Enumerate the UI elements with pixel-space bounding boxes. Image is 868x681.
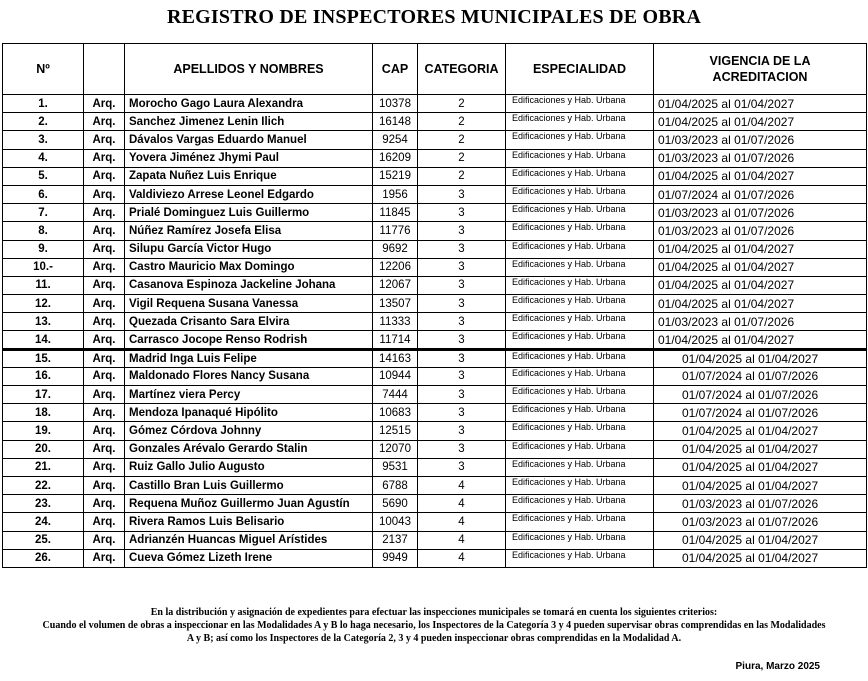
cell-vig: 01/03/2023 al 01/07/2026 (654, 222, 867, 240)
cell-vig: 01/04/2025 al 01/04/2027 (654, 549, 867, 567)
table-row (3, 495, 867, 513)
cell-vig: 01/04/2025 al 01/04/2027 (654, 95, 867, 113)
cell-cat: 3 (418, 313, 506, 331)
cell-num: 3. (3, 131, 84, 149)
cell-name: Requena Muñoz Guillermo Juan Agustín (125, 495, 373, 513)
cell-name: Sanchez Jimenez Lenin Ilich (125, 113, 373, 131)
cell-num: 21. (3, 458, 84, 476)
cell-num: 8. (3, 222, 84, 240)
table-row (3, 149, 867, 167)
table-row (3, 276, 867, 294)
cell-num: 26. (3, 549, 84, 567)
cell-tit: Arq. (84, 367, 125, 385)
cell-name: Casanova Espinoza Jackeline Johana (125, 276, 373, 294)
cell-cap: 9531 (373, 458, 418, 476)
header-cat: CATEGORIA (418, 44, 506, 95)
cell-cat: 3 (418, 440, 506, 458)
cell-tit: Arq. (84, 240, 125, 258)
cell-cap: 7444 (373, 386, 418, 404)
cell-esp: Edificaciones y Hab. Urbana (506, 531, 654, 549)
cell-cat: 3 (418, 349, 506, 367)
cell-name: Martínez viera Percy (125, 386, 373, 404)
cell-cap: 10944 (373, 367, 418, 385)
cell-num: 22. (3, 476, 84, 494)
cell-cap: 9949 (373, 549, 418, 567)
cell-tit: Arq. (84, 531, 125, 549)
cell-vig: 01/04/2025 al 01/04/2027 (654, 440, 867, 458)
cell-cat: 4 (418, 513, 506, 531)
cell-tit: Arq. (84, 149, 125, 167)
cell-cap: 10043 (373, 513, 418, 531)
cell-cap: 9254 (373, 131, 418, 149)
cell-vig: 01/07/2024 al 01/07/2026 (654, 404, 867, 422)
header-esp: ESPECIALIDAD (506, 44, 654, 95)
cell-num: 23. (3, 495, 84, 513)
cell-tit: Arq. (84, 476, 125, 494)
cell-esp: Edificaciones y Hab. Urbana (506, 222, 654, 240)
cell-tit: Arq. (84, 458, 125, 476)
cell-cap: 9692 (373, 240, 418, 258)
cell-vig: 01/04/2025 al 01/04/2027 (654, 113, 867, 131)
cell-cap: 12206 (373, 258, 418, 276)
cell-cat: 3 (418, 367, 506, 385)
cell-name: Zapata Nuñez Luis Enrique (125, 167, 373, 185)
cell-num: 25. (3, 531, 84, 549)
cell-cap: 16209 (373, 149, 418, 167)
cell-vig: 01/04/2025 al 01/04/2027 (654, 258, 867, 276)
header-cap: CAP (373, 44, 418, 95)
cell-name: Mendoza Ipanaqué Hipólito (125, 404, 373, 422)
cell-num: 6. (3, 185, 84, 203)
table-row (3, 476, 867, 494)
cell-esp: Edificaciones y Hab. Urbana (506, 167, 654, 185)
cell-name: Morocho Gago Laura Alexandra (125, 95, 373, 113)
cell-tit: Arq. (84, 549, 125, 567)
footer-note-3: A y B; así como los Inspectores de la Categoría 2, 3 y 4 pueden inspeccionar obras comprendidas en la Modalidad A. (186, 633, 682, 644)
cell-esp: Edificaciones y Hab. Urbana (506, 495, 654, 513)
cell-tit: Arq. (84, 295, 125, 313)
cell-vig: 01/03/2023 al 01/07/2026 (654, 513, 867, 531)
cell-cat: 3 (418, 422, 506, 440)
cell-esp: Edificaciones y Hab. Urbana (506, 549, 654, 567)
cell-tit: Arq. (84, 440, 125, 458)
cell-esp: Edificaciones y Hab. Urbana (506, 367, 654, 385)
cell-cap: 12070 (373, 440, 418, 458)
cell-tit: Arq. (84, 185, 125, 203)
cell-cat: 2 (418, 113, 506, 131)
cell-cap: 13507 (373, 295, 418, 313)
cell-esp: Edificaciones y Hab. Urbana (506, 113, 654, 131)
cell-vig: 01/03/2023 al 01/07/2026 (654, 149, 867, 167)
cell-vig: 01/03/2023 al 01/07/2026 (654, 495, 867, 513)
header-num: Nº (3, 44, 84, 95)
cell-vig: 01/03/2023 al 01/07/2026 (654, 204, 867, 222)
cell-cap: 10683 (373, 404, 418, 422)
cell-vig: 01/04/2025 al 01/04/2027 (654, 349, 867, 367)
header-vig-line1: VIGENCIA DE LA (709, 54, 811, 68)
cell-vig: 01/04/2025 al 01/04/2027 (654, 458, 867, 476)
cell-cap: 15219 (373, 167, 418, 185)
cell-cat: 3 (418, 386, 506, 404)
cell-cap: 2137 (373, 531, 418, 549)
cell-cat: 3 (418, 204, 506, 222)
cell-esp: Edificaciones y Hab. Urbana (506, 149, 654, 167)
header-title-blank (84, 44, 125, 95)
cell-tit: Arq. (84, 495, 125, 513)
cell-cap: 1956 (373, 185, 418, 203)
cell-cap: 14163 (373, 349, 418, 367)
cell-vig: 01/04/2025 al 01/04/2027 (654, 531, 867, 549)
cell-vig: 01/07/2024 al 01/07/2026 (654, 367, 867, 385)
cell-esp: Edificaciones y Hab. Urbana (506, 258, 654, 276)
cell-vig: 01/04/2025 al 01/04/2027 (654, 276, 867, 294)
cell-name: Gómez Córdova Johnny (125, 422, 373, 440)
cell-num: 15. (3, 349, 84, 367)
cell-num: 12. (3, 295, 84, 313)
table-row (3, 367, 867, 385)
table-row (3, 458, 867, 476)
footer-note-2: Cuando el volumen de obras a inspeccionar en las Modalidades A y B lo haga necesario, los Inspectores de la Categoría 3 y 4 pueden supervisar obras comprendidas en las Modalidades (42, 620, 826, 631)
cell-vig: 01/03/2023 al 01/07/2026 (654, 131, 867, 149)
table-row (3, 240, 867, 258)
header-vig (654, 44, 867, 95)
cell-cat: 3 (418, 458, 506, 476)
cell-cat: 3 (418, 240, 506, 258)
cell-name: Silupu García Victor Hugo (125, 240, 373, 258)
cell-cat: 2 (418, 149, 506, 167)
cell-name: Prialé Dominguez Luis Guillermo (125, 204, 373, 222)
cell-esp: Edificaciones y Hab. Urbana (506, 458, 654, 476)
cell-num: 19. (3, 422, 84, 440)
cell-tit: Arq. (84, 349, 125, 367)
cell-tit: Arq. (84, 113, 125, 131)
cell-num: 18. (3, 404, 84, 422)
table-row (3, 440, 867, 458)
cell-num: 9. (3, 240, 84, 258)
cell-name: Valdiviezo Arrese Leonel Edgardo (125, 185, 373, 203)
cell-num: 13. (3, 313, 84, 331)
cell-name: Adrianzén Huancas Miguel Arístides (125, 531, 373, 549)
cell-cat: 3 (418, 331, 506, 349)
cell-name: Yovera Jiménez Jhymi Paul (125, 149, 373, 167)
table-row (3, 95, 867, 113)
table-row (3, 258, 867, 276)
cell-cat: 4 (418, 531, 506, 549)
cell-cap: 11776 (373, 222, 418, 240)
cell-cat: 3 (418, 295, 506, 313)
cell-esp: Edificaciones y Hab. Urbana (506, 95, 654, 113)
header-vig-line2: ACREDITACION (712, 70, 808, 84)
table-row (3, 295, 867, 313)
cell-tit: Arq. (84, 404, 125, 422)
table-row (3, 404, 867, 422)
table-row (3, 185, 867, 203)
cell-num: 16. (3, 367, 84, 385)
cell-cat: 3 (418, 404, 506, 422)
cell-cat: 3 (418, 185, 506, 203)
cell-cat: 2 (418, 131, 506, 149)
cell-esp: Edificaciones y Hab. Urbana (506, 313, 654, 331)
table-row (3, 422, 867, 440)
cell-cap: 10378 (373, 95, 418, 113)
table-row (3, 204, 867, 222)
cell-vig: 01/07/2024 al 01/07/2026 (654, 386, 867, 404)
cell-vig: 01/07/2024 al 01/07/2026 (654, 185, 867, 203)
cell-cap: 6788 (373, 476, 418, 494)
cell-esp: Edificaciones y Hab. Urbana (506, 295, 654, 313)
cell-cat: 4 (418, 549, 506, 567)
cell-name: Dávalos Vargas Eduardo Manuel (125, 131, 373, 149)
cell-esp: Edificaciones y Hab. Urbana (506, 513, 654, 531)
cell-cap: 11714 (373, 331, 418, 349)
cell-vig: 01/04/2025 al 01/04/2027 (654, 295, 867, 313)
cell-tit: Arq. (84, 131, 125, 149)
cell-tit: Arq. (84, 422, 125, 440)
cell-num: 4. (3, 149, 84, 167)
footer-note-1: En la distribución y asignación de expedientes para efectuar las inspecciones municipales se tomará en cuenta los siguientes criterios: (150, 607, 718, 618)
cell-tit: Arq. (84, 386, 125, 404)
cell-esp: Edificaciones y Hab. Urbana (506, 422, 654, 440)
cell-esp: Edificaciones y Hab. Urbana (506, 349, 654, 367)
cell-cat: 4 (418, 476, 506, 494)
cell-cat: 2 (418, 95, 506, 113)
inspectors-table (2, 43, 867, 568)
cell-cap: 11845 (373, 204, 418, 222)
cell-tit: Arq. (84, 204, 125, 222)
cell-name: Rivera Ramos Luis Belisario (125, 513, 373, 531)
header-name: APELLIDOS Y NOMBRES (125, 44, 373, 95)
cell-cap: 5690 (373, 495, 418, 513)
cell-esp: Edificaciones y Hab. Urbana (506, 204, 654, 222)
footer-date: Piura, Marzo 2025 (735, 661, 820, 672)
cell-name: Gonzales Arévalo Gerardo Stalin (125, 440, 373, 458)
cell-cat: 3 (418, 258, 506, 276)
cell-cat: 3 (418, 276, 506, 294)
cell-vig: 01/03/2023 al 01/07/2026 (654, 313, 867, 331)
cell-tit: Arq. (84, 167, 125, 185)
table-row (3, 167, 867, 185)
cell-num: 10.- (3, 258, 84, 276)
cell-vig: 01/04/2025 al 01/04/2027 (654, 240, 867, 258)
cell-name: Quezada Crisanto Sara Elvira (125, 313, 373, 331)
cell-num: 20. (3, 440, 84, 458)
table-row (3, 513, 867, 531)
cell-tit: Arq. (84, 331, 125, 349)
cell-name: Castro Mauricio Max Domingo (125, 258, 373, 276)
cell-name: Madrid Inga Luis Felipe (125, 349, 373, 367)
cell-tit: Arq. (84, 258, 125, 276)
cell-num: 11. (3, 276, 84, 294)
cell-num: 14. (3, 331, 84, 349)
cell-name: Vigil Requena Susana Vanessa (125, 295, 373, 313)
table-row (3, 386, 867, 404)
cell-name: Núñez Ramírez Josefa Elisa (125, 222, 373, 240)
cell-num: 5. (3, 167, 84, 185)
cell-num: 1. (3, 95, 84, 113)
cell-cap: 12067 (373, 276, 418, 294)
cell-cat: 2 (418, 167, 506, 185)
cell-name: Ruiz Gallo Julio Augusto (125, 458, 373, 476)
table-row (3, 313, 867, 331)
cell-num: 7. (3, 204, 84, 222)
cell-name: Carrasco Jocope Renso Rodrish (125, 331, 373, 349)
cell-name: Castillo Bran Luis Guillermo (125, 476, 373, 494)
cell-esp: Edificaciones y Hab. Urbana (506, 331, 654, 349)
cell-vig: 01/04/2025 al 01/04/2027 (654, 476, 867, 494)
cell-num: 17. (3, 386, 84, 404)
cell-esp: Edificaciones y Hab. Urbana (506, 476, 654, 494)
table-row (3, 222, 867, 240)
cell-esp: Edificaciones y Hab. Urbana (506, 440, 654, 458)
cell-tit: Arq. (84, 513, 125, 531)
cell-num: 2. (3, 113, 84, 131)
cell-tit: Arq. (84, 276, 125, 294)
cell-vig: 01/04/2025 al 01/04/2027 (654, 167, 867, 185)
cell-cat: 4 (418, 495, 506, 513)
cell-tit: Arq. (84, 222, 125, 240)
cell-esp: Edificaciones y Hab. Urbana (506, 185, 654, 203)
cell-name: Maldonado Flores Nancy Susana (125, 367, 373, 385)
cell-esp: Edificaciones y Hab. Urbana (506, 276, 654, 294)
table-row (3, 531, 867, 549)
cell-esp: Edificaciones y Hab. Urbana (506, 240, 654, 258)
cell-cap: 11333 (373, 313, 418, 331)
cell-esp: Edificaciones y Hab. Urbana (506, 131, 654, 149)
table-body (3, 95, 867, 568)
table-row (3, 549, 867, 567)
cell-vig: 01/04/2025 al 01/04/2027 (654, 422, 867, 440)
cell-vig: 01/04/2025 al 01/04/2027 (654, 331, 867, 349)
cell-esp: Edificaciones y Hab. Urbana (506, 386, 654, 404)
table-row (3, 131, 867, 149)
page-title: REGISTRO DE INSPECTORES MUNICIPALES DE OBRA (166, 6, 702, 28)
cell-name: Cueva Gómez Lizeth Irene (125, 549, 373, 567)
cell-cap: 12515 (373, 422, 418, 440)
cell-tit: Arq. (84, 95, 125, 113)
cell-esp: Edificaciones y Hab. Urbana (506, 404, 654, 422)
table-row (3, 331, 867, 349)
table-row (3, 349, 867, 367)
cell-num: 24. (3, 513, 84, 531)
cell-tit: Arq. (84, 313, 125, 331)
cell-cap: 16148 (373, 113, 418, 131)
table-header-row (3, 44, 867, 95)
table-row (3, 113, 867, 131)
cell-cat: 3 (418, 222, 506, 240)
